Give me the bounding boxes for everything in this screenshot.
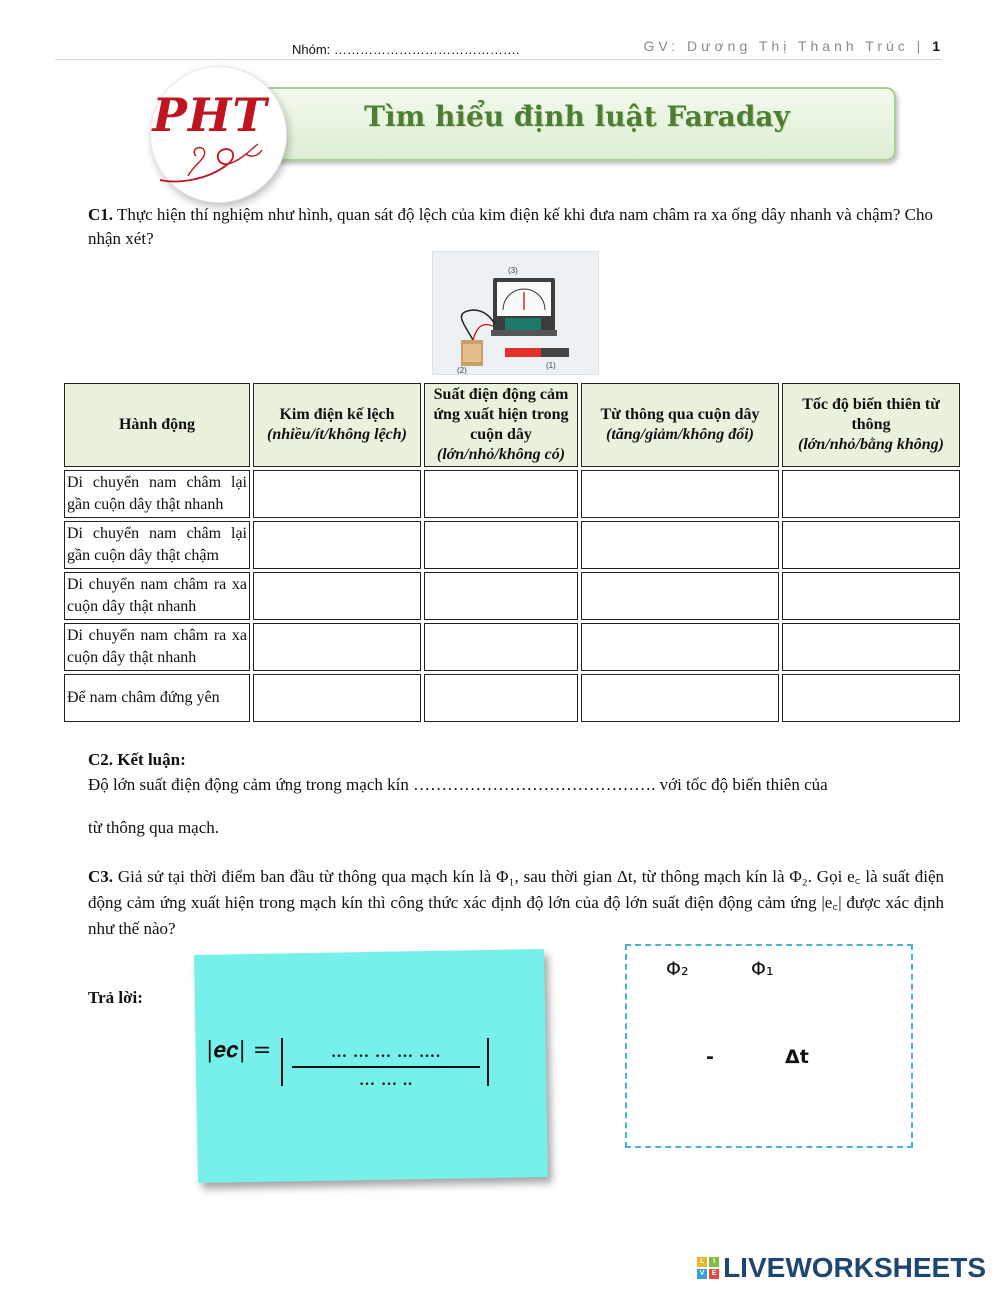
question-c1	[88, 203, 944, 251]
header-emf-title: Suất điện động cảm ứng xuất hiện trong cuộn dây	[433, 386, 569, 443]
figure-label-3: (3)	[508, 266, 518, 275]
figure-label-1: (1)	[546, 361, 556, 370]
question-c3	[88, 864, 944, 942]
header-needle-hint: (nhiều/ít/không lệch)	[266, 426, 408, 443]
answer-cell[interactable]	[782, 521, 960, 569]
table-row	[64, 623, 960, 671]
table-row	[64, 572, 960, 620]
row-action: Di chuyển nam châm lại gần cuộn dây thật chậm	[64, 521, 250, 569]
answer-cell[interactable]	[424, 572, 578, 620]
answer-cell[interactable]	[782, 470, 960, 518]
header-flux-rate-hint: (lớn/nhỏ/bằng không)	[798, 436, 944, 453]
answer-cell[interactable]	[581, 521, 779, 569]
row-action: Di chuyển nam châm ra xa cuộn dây thật nhanh	[64, 623, 250, 671]
answer-cell[interactable]	[581, 572, 779, 620]
swirl-ornament-icon	[158, 140, 268, 188]
answer-cell[interactable]	[581, 623, 779, 671]
numerator-drop-zone[interactable]: … … … … ….	[331, 1044, 441, 1061]
abs-bar-left	[281, 1038, 283, 1086]
answer-cell[interactable]	[782, 572, 960, 620]
worksheet-title: Tìm hiểu định luật Faraday	[364, 100, 790, 133]
drag-item-phi1[interactable]: Φ₁	[751, 958, 774, 980]
table-row	[64, 470, 960, 518]
header-divider	[55, 59, 942, 60]
galvanometer-magnet-icon	[433, 252, 598, 374]
liveworksheets-logo	[697, 1252, 986, 1284]
answer-cell[interactable]	[581, 470, 779, 518]
header-emf-hint: (lớn/nhỏ/không có)	[436, 446, 566, 463]
pht-badge-text: PHT	[152, 88, 268, 142]
formula-lhs: |𝒆𝒄| =	[206, 1038, 272, 1063]
answer-cell[interactable]	[253, 674, 421, 722]
row-action: Di chuyển nam châm lại gần cuộn dây thật nhanh	[64, 470, 250, 518]
drag-item-delta-t[interactable]: Δt	[785, 1046, 809, 1068]
liveworksheets-grid-icon: L I V E	[697, 1257, 719, 1279]
header-cell-action	[64, 383, 250, 467]
answer-cell[interactable]	[782, 623, 960, 671]
fraction-line	[292, 1066, 480, 1068]
answer-label: Trả lời:	[88, 988, 143, 1007]
answer-cell[interactable]	[253, 572, 421, 620]
teacher-name: GV: Dương Thị Thanh Trúc | 1	[643, 38, 940, 54]
figure-label-2: (2)	[457, 366, 467, 374]
denominator-drop-zone[interactable]: … … ..	[359, 1072, 413, 1089]
header-flux-title: Từ thông qua cuộn dây	[600, 406, 760, 423]
answer-cell[interactable]	[581, 674, 779, 722]
header-cell-emf	[424, 383, 578, 467]
header-cell-flux	[581, 383, 779, 467]
c2-conclusion-line1: Độ lớn suất điện động cảm ứng trong mạch kín ……………………………………. với tốc độ biến thiên của	[88, 775, 828, 794]
answer-cell[interactable]	[253, 470, 421, 518]
row-action: Di chuyển nam châm ra xa cuộn dây thật nhanh	[64, 572, 250, 620]
drag-item-minus[interactable]: -	[706, 1046, 714, 1068]
teacher-label: GV: Dương Thị Thanh Trúc	[643, 38, 909, 54]
c1-label: C1.	[88, 205, 114, 224]
drag-item-phi2[interactable]: Φ₂	[666, 958, 689, 980]
answer-cell[interactable]	[424, 674, 578, 722]
c3-text: Giả sử tại thời điểm ban đầu từ thông qua mạch kín là Φ₁, sau thời gian Δt, từ thông mạch kín là Φ₂. Gọi e꜀ là suất điện động cảm ứng xuất hiện trong mạch kín thì công thức xác định độ lớn của độ lớn suất điện động cảm ứng |e꜀| được xác định như thế nào?	[88, 867, 944, 938]
answer-cell[interactable]	[424, 470, 578, 518]
header-cell-flux-rate	[782, 383, 960, 467]
answer-cell[interactable]	[253, 521, 421, 569]
observation-table	[61, 380, 963, 725]
c2-conclusion-line2: từ thông qua mạch.	[88, 818, 220, 837]
group-name-field: Nhóm: …………………………………….	[292, 42, 520, 57]
header-flux-rate-title: Tốc độ biến thiên từ thông	[802, 396, 940, 433]
answer-cell[interactable]	[424, 521, 578, 569]
c3-label: C3.	[88, 867, 114, 886]
page-number: 1	[932, 38, 940, 54]
table-row	[64, 521, 960, 569]
c2-label: C2. Kết luận:	[88, 750, 186, 769]
answer-cell[interactable]	[253, 623, 421, 671]
liveworksheets-brand: LIVEWORKSHEETS	[723, 1252, 986, 1283]
header-action-title: Hành động	[118, 416, 196, 433]
c1-text: Thực hiện thí nghiệm như hình, quan sát độ lệch của kim điện kế khi đưa nam châm ra xa ống dây nhanh và chậm? Cho nhận xét?	[88, 205, 934, 248]
header-needle-title: Kim điện kế lệch	[279, 406, 395, 423]
experiment-photo	[432, 251, 599, 375]
row-action: Để nam châm đứng yên	[64, 674, 250, 722]
table-row	[64, 674, 960, 722]
answer-cell[interactable]	[424, 623, 578, 671]
abs-bar-right	[487, 1038, 489, 1086]
table-header-row	[64, 383, 960, 467]
answer-cell[interactable]	[782, 674, 960, 722]
header-flux-hint: (tăng/giảm/không đổi)	[605, 426, 755, 443]
header-cell-needle	[253, 383, 421, 467]
